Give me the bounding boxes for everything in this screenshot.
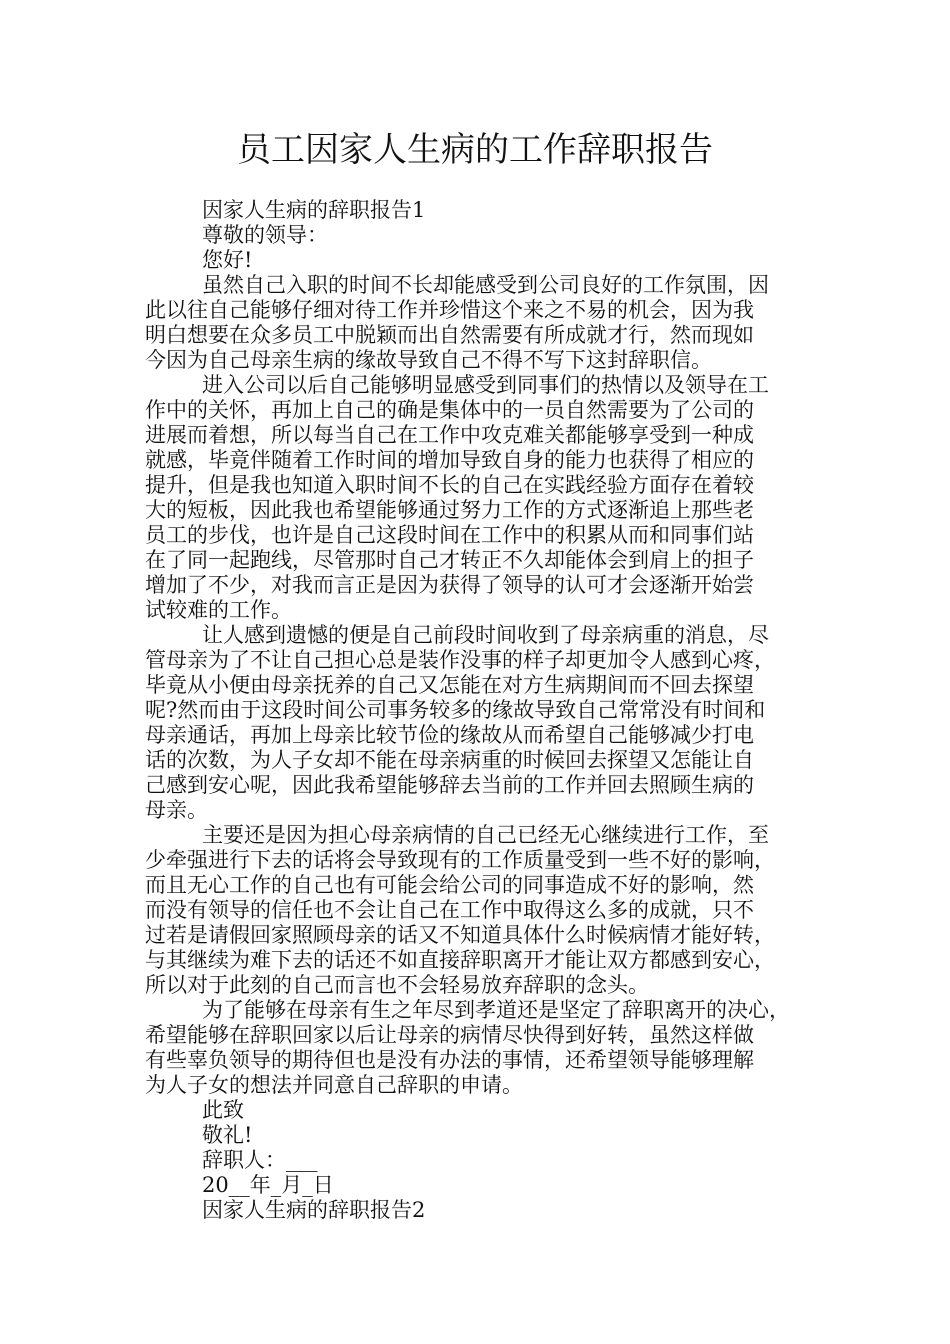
- page-title: 员工因家人生病的工作辞职报告: [237, 130, 713, 170]
- text-line: 您好!: [202, 248, 253, 272]
- text-line: 少牵强进行下去的话将会导致现有的工作质量受到一些不好的影响，: [145, 848, 775, 872]
- text-line: 主要还是因为担心母亲病情的自己已经无心继续进行工作，至: [202, 823, 769, 847]
- text-line: 员工的步伐，也许是自己这段时间在工作中的积累从而和同事们站: [145, 523, 754, 547]
- text-line: 作中的关怀，再加上自己的确是集体中的一员自然需要为了公司的: [145, 398, 754, 422]
- text-line: 有些辜负领导的期待但也是没有办法的事情，还希望领导能够理解: [145, 1048, 754, 1072]
- text-line: 过若是请假回家照顾母亲的话又不知道具体什么时候病情才能好转，: [145, 923, 775, 947]
- text-line: 敬礼!: [202, 1123, 253, 1147]
- text-line: 为人子女的想法并同意自己辞职的申请。: [145, 1073, 523, 1097]
- text-line: 提升，但是我也知道入职时间不长的自己在实践经验方面存在着较: [145, 473, 754, 497]
- text-line: 此致: [202, 1098, 244, 1122]
- text-line: 因家人生病的辞职报告2: [202, 1198, 426, 1222]
- text-line: 尊敬的领导：: [202, 223, 328, 247]
- text-line: 希望能够在辞职回家以后让母亲的病情尽快得到好转，虽然这样做: [145, 1023, 754, 1047]
- text-line: 明白想要在众多员工中脱颖而出自然需要有所成就才行，然而现如: [145, 323, 754, 347]
- document-body: [145, 198, 817, 1223]
- text-line: 而且无心工作的自己也有可能会给公司的同事造成不好的影响，然: [145, 873, 754, 897]
- text-line: 进入公司以后自己能够明显感受到同事们的热情以及领导在工: [202, 373, 769, 397]
- text-line: 大的短板，因此我也希望能够通过努力工作的方式逐渐追上那些老: [145, 498, 754, 522]
- text-line: 增加了不少，对我而言正是因为获得了领导的认可才会逐渐开始尝: [145, 573, 754, 597]
- text-line: 今因为自己母亲生病的缘故导致自己不得不写下这封辞职信。: [145, 348, 712, 372]
- text-line: 管母亲为了不让自己担心总是装作没事的样子却更加令人感到心疼，: [145, 648, 775, 672]
- text-line: 因家人生病的辞职报告1: [202, 198, 426, 222]
- text-line: 己感到安心呢，因此我希望能够辞去当前的工作并回去照顾生病的: [145, 773, 754, 797]
- text-line: 为了能够在母亲有生之年尽到孝道还是坚定了辞职离开的决心，: [202, 998, 790, 1022]
- text-line: 母亲。: [145, 798, 208, 822]
- text-line: 毕竟从小便由母亲抚养的自己又怎能在对方生病期间而不回去探望: [145, 673, 754, 697]
- text-line: 此以往自己能够仔细对待工作并珍惜这个来之不易的机会，因为我: [145, 298, 754, 322]
- text-line: 虽然自己入职的时间不长却能感受到公司良好的工作氛围，因: [202, 273, 769, 297]
- text-line: 辞职人：___: [202, 1148, 318, 1172]
- text-line: 而没有领导的信任也不会让自己在工作中取得这么多的成就，只不: [145, 898, 754, 922]
- text-line: 试较难的工作。: [145, 598, 292, 622]
- text-line: 呢?然而由于这段时间公司事务较多的缘故导致自己常常没有时间和: [145, 698, 766, 722]
- text-line: 进展而着想，所以每当自己在工作中攻克难关都能够享受到一种成: [145, 423, 754, 447]
- text-line: 就感，毕竟伴随着工作时间的增加导致自身的能力也获得了相应的: [145, 448, 754, 472]
- text-line: 话的次数，为人子女却不能在母亲病重的时候回去探望又怎能让自: [145, 748, 754, 772]
- text-line: 让人感到遗憾的便是自己前段时间收到了母亲病重的消息，尽: [202, 623, 769, 647]
- text-line: 20__年_月_日: [202, 1173, 334, 1197]
- text-line: 所以对于此刻的自己而言也不会轻易放弃辞职的念头。: [145, 973, 649, 997]
- text-line: 母亲通话，再加上母亲比较节俭的缘故从而希望自己能够减少打电: [145, 723, 754, 747]
- text-line: 与其继续为难下去的话还不如直接辞职离开才能让双方都感到安心，: [145, 948, 775, 972]
- text-line: 在了同一起跑线，尽管那时自己才转正不久却能体会到肩上的担子: [145, 548, 754, 572]
